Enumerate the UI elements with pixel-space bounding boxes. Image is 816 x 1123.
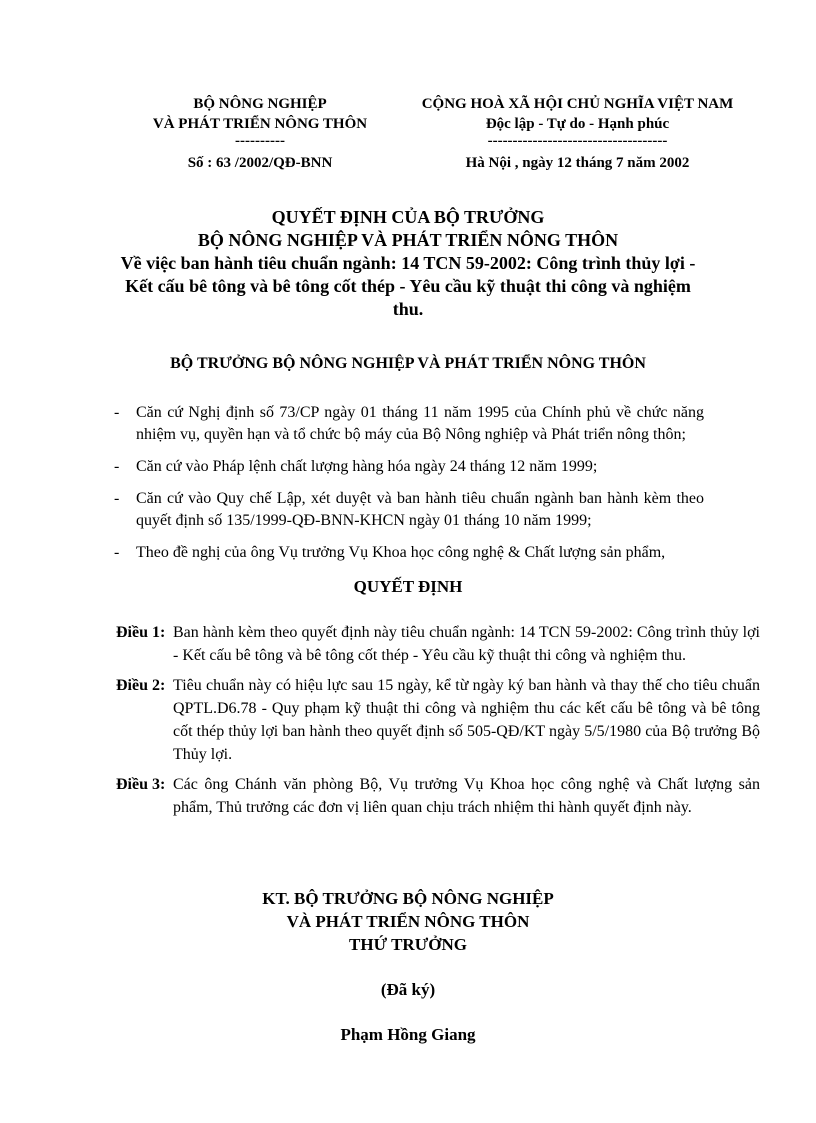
bullet-dash: - [114, 404, 120, 421]
decision-title [110, 206, 706, 321]
article-label: Điều 3: [116, 776, 166, 793]
motto-separator: ------------------------------------ [487, 133, 668, 149]
title-line-1: QUYẾT ĐỊNH CỦA BỘ TRƯỞNG [271, 207, 545, 227]
place-date: Hà Nội , ngày 12 tháng 7 năm 2002 [465, 155, 690, 171]
bullet-dash: - [114, 490, 120, 507]
minister-heading: BỘ TRƯỞNG BỘ NÔNG NGHIỆP VÀ PHÁT TRIỂN NÔNG THÔN [170, 355, 646, 372]
decide-heading: QUYẾT ĐỊNH [353, 577, 463, 596]
bullet-dash: - [114, 458, 120, 475]
signer-name: Phạm Hồng Giang [340, 1025, 476, 1044]
list-item [114, 488, 704, 532]
basis-text: Theo đề nghị của ông Vụ trưởng Vụ Khoa học công nghệ & Chất lượng sản phẩm, [136, 544, 666, 561]
list-item [114, 456, 704, 478]
article-text: Ban hành kèm theo quyết định này tiêu chuẩn ngành: 14 TCN 59-2002: Công trình thủy lợi - Kết cấu bê tông và bê tông cốt thép - Yêu cầu kỹ thuật thi công và nghiệm thu. [173, 624, 760, 664]
title-subject: Về việc ban hành tiêu chuẩn ngành: 14 TCN 59-2002: Công trình thủy lợi - Kết cấu bê tông và bê tông cốt thép - Yêu cầu kỹ thuật thi công và nghiệm thu. [120, 253, 696, 319]
document-number: Số : 63 /2002/QĐ-BNN [187, 155, 333, 171]
motto: Độc lập - Tự do - Hạnh phúc [485, 116, 670, 132]
signature-line-1: KT. BỘ TRƯỞNG BỘ NÔNG NGHIỆP [262, 889, 554, 908]
signature-block [200, 887, 616, 1046]
basis-text: Căn cứ vào Quy chế Lập, xét duyệt và ban hành tiêu chuẩn ngành ban hành kèm theo quyết định số 135/1999-QĐ-BNN-KHCN ngày 01 tháng 10 năm 1999; [136, 490, 704, 529]
basis-text: Căn cứ Nghị định số 73/CP ngày 01 tháng 11 năm 1995 của Chính phủ về chức năng nhiệm vụ, quyền hạn và tổ chức bộ máy của Bộ Nông nghiệp và Phát triển nông thôn; [136, 404, 704, 443]
legal-bases-list [114, 402, 704, 574]
article-label: Điều 2: [116, 677, 166, 694]
article-1 [116, 621, 760, 667]
issuer-separator: ---------- [235, 133, 285, 149]
signature-line-2: VÀ PHÁT TRIỂN NÔNG THÔN [286, 912, 530, 931]
issuer-line-1: BỘ NÔNG NGHIỆP [193, 96, 327, 112]
signature-title: THỨ TRƯỞNG [349, 935, 467, 954]
article-3 [116, 773, 760, 819]
list-item [114, 402, 704, 446]
issuer-block [110, 94, 410, 173]
basis-text: Căn cứ vào Pháp lệnh chất lượng hàng hóa ngày 24 tháng 12 năm 1999; [136, 458, 598, 475]
article-text: Các ông Chánh văn phòng Bộ, Vụ trưởng Vụ Khoa học công nghệ và Chất lượng sản phẩm, Thủ trưởng các đơn vị liên quan chịu trách nhiệm thi hành quyết định này. [173, 776, 760, 816]
article-label: Điều 1: [116, 624, 166, 641]
signed-note: (Đã ký) [380, 980, 436, 999]
national-motto-block [395, 94, 760, 173]
country-name: CỘNG HOÀ XÃ HỘI CHỦ NGHĨA VIỆT NAM [421, 96, 734, 112]
article-text: Tiêu chuẩn này có hiệu lực sau 15 ngày, kể từ ngày ký ban hành và thay thế cho tiêu chuẩn QPTL.D6.78 - Quy phạm kỹ thuật thi công và nghiệm thu các kết cấu bê tông và bê tông cốt thép thủy lợi ban hành theo quyết định số 505-QĐ/KT ngày 5/5/1980 của Bộ trưởng Bộ Thủy lợi. [173, 677, 760, 763]
articles-section [116, 621, 760, 826]
title-line-2: BỘ NÔNG NGHIỆP VÀ PHÁT TRIỂN NÔNG THÔN [197, 230, 619, 250]
bullet-dash: - [114, 544, 120, 561]
issuer-line-2: VÀ PHÁT TRIỂN NÔNG THÔN [152, 116, 368, 132]
article-2 [116, 674, 760, 766]
list-item [114, 542, 704, 564]
